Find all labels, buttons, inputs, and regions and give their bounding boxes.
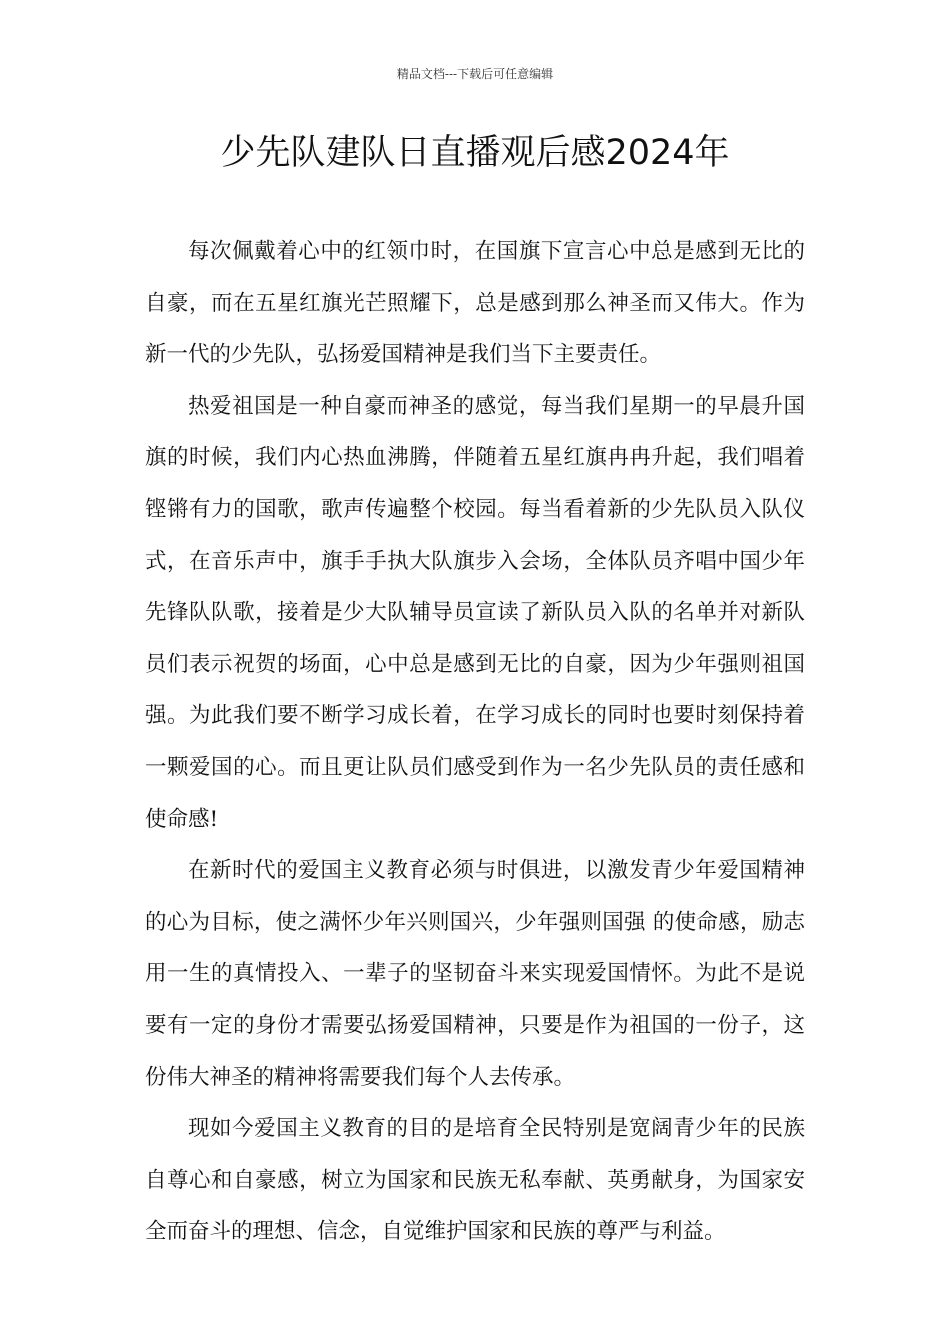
paragraph: 热爱祖国是一种自豪而神圣的感觉，每当我们星期一的早晨升国旗的时候，我们内心热血沸腾，伴随着五星红旗冉冉升起，我们唱着铿锵有力的国歌，歌声传遍整个校园。每当看着新的少先队员入队仪式，在音乐声中，旗手手执大队旗步入会场，全体队员齐唱中国少年先锋队队歌，接着是少大队辅导员宣读了新队员入队的名单并对新队员们表示祝贺的场面，心中总是感到无比的自豪，因为少年强则祖国强。为此我们要不断学习成长着，在学习成长的同时也要时刻保持着一颗爱国的心。而且更让队员们感受到作为一名少先队员的责任感和使命感!	[145, 393, 805, 832]
paragraph: 现如今爱国主义教育的目的是培育全民特别是宽阔青少年的民族自尊心和自豪感，树立为国家和民族无私奉献、英勇献身，为国家安全而奋斗的理想、信念，自觉维护国家和民族的尊严与利益。	[145, 1116, 805, 1245]
paragraph: 每次佩戴着心中的红领巾时，在国旗下宣言心中总是感到无比的自豪，而在五星红旗光芒照耀下，总是感到那么神圣而又伟大。作为新一代的少先队，弘扬爱国精神是我们当下主要责任。	[145, 239, 805, 368]
document-title: 少先队建队日直播观后感2024年	[220, 133, 730, 173]
document-body	[145, 226, 805, 1258]
page-header: 精品文档---下载后可任意编辑	[396, 67, 554, 81]
paragraph: 在新时代的爱国主义教育必须与时俱进，以激发青少年爱国精神的心为目标，使之满怀少年兴则国兴，少年强则国强 的使命感，励志用一生的真情投入、一辈子的坚韧奋斗来实现爱国情怀。为此不是说要有一定的身份才需要弘扬爱国精神，只要是作为祖国的一份子，这份伟大神圣的精神将需要我们每个人去传承。	[145, 858, 805, 1090]
